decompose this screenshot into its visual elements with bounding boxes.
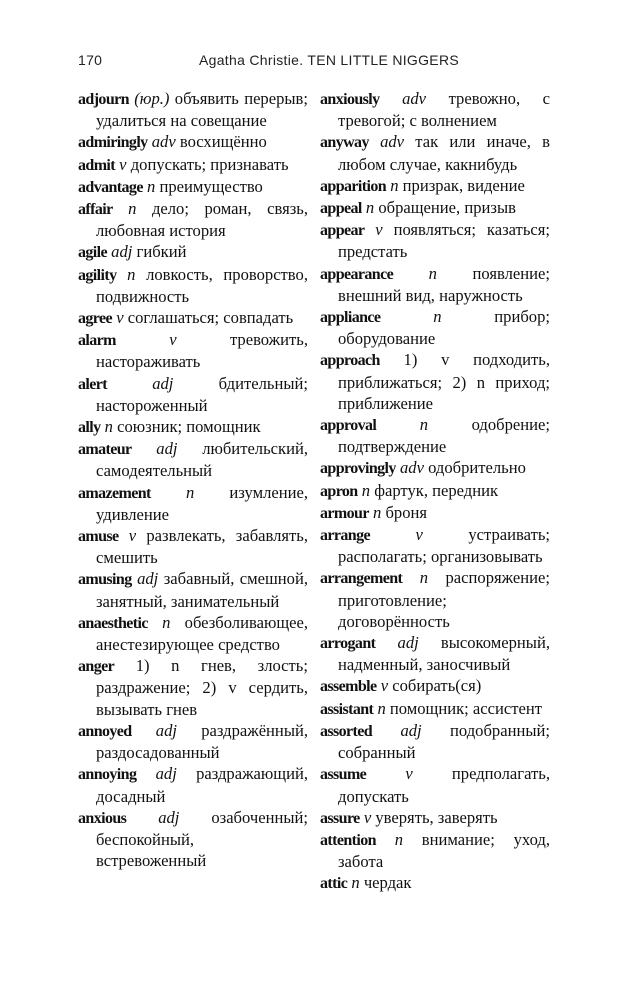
entry-translation: тревожить, настораживать [96,330,308,372]
glossary-entry [320,263,550,306]
entry-headword: appear [320,222,365,240]
entry-headword: amazement [78,484,151,502]
glossary-entry [320,131,550,174]
entry-translation: обращение, призыв [378,198,516,218]
entry-headword: attic [320,875,348,893]
entry-translation: прибор; оборудование [338,307,550,349]
entry-grammar: n [127,264,136,284]
glossary-entry [320,698,550,720]
entry-grammar: v [405,764,413,784]
entry-grammar: v [116,308,124,328]
entry-grammar: n [390,175,399,195]
glossary-entry [78,416,308,438]
glossary-entry [320,763,550,806]
entry-translation: чердак [363,873,412,893]
entry-grammar: n [377,698,386,718]
entry-headword: anxiously [320,91,380,108]
entry-translation: распоряжение; приготовление; договорённость [338,568,550,631]
entry-translation: одобрение; подтверждение [338,415,550,457]
page-number: 170 [78,52,103,68]
glossary-entry [320,675,550,697]
entry-headword: attention [320,831,376,849]
entry-headword: arrange [320,527,371,545]
entry-translation: раздражённый, раздосадованный [96,720,308,763]
entry-translation: развлекать, забавлять, смешить [96,526,308,568]
entry-translation: соглашаться; совпадать [127,308,294,328]
glossary-entry [78,525,308,568]
glossary-entry [320,88,550,131]
glossary-entry [320,807,550,829]
glossary-entry [78,241,308,263]
glossary-entry [78,655,308,720]
entry-translation: восхищённо [179,132,267,152]
entry-headword: admiringly [78,134,148,152]
entry-grammar: v [363,807,372,827]
entry-translation: дело; роман, связь, любовная история [96,199,308,241]
entry-headword: alarm [78,332,116,350]
glossary-entry [320,480,550,502]
entry-translation: ловкость, проворство, подвижность [96,264,308,306]
entry-translation: уверять, заверять [375,807,498,827]
entry-translation: устраивать; располагать; организовывать [338,525,550,567]
glossary-entry [78,438,308,481]
glossary-columns [78,88,550,895]
glossary-entry [78,198,308,241]
entry-headword: adjourn [78,91,129,108]
entry-headword: arrogant [320,635,376,653]
entry-translation: забавный, смешной, занятный, занимательный [96,569,309,611]
entry-grammar: n [394,829,403,849]
entry-grammar: n [428,263,437,283]
entry-translation: помощник; ассистент [389,698,542,718]
entry-translation: любительский, самодеятельный [96,439,308,481]
entry-headword: admit [78,156,116,174]
glossary-entry [78,373,308,416]
entry-headword: alert [78,375,107,393]
entry-translation: так или иначе, в любом случае, какнибудь [338,132,550,174]
entry-headword: approach [320,352,380,370]
entry-translation: призрак, видение [402,175,525,195]
entry-headword: annoying [78,766,137,784]
entry-translation: союзник; помощник [117,417,261,437]
entry-headword: agree [78,310,113,328]
glossary-entry [320,524,550,567]
glossary-entry [320,872,550,894]
glossary-entry [320,175,550,197]
entry-translation: раздражающий, досадный [96,764,308,806]
entry-grammar: v [119,154,127,174]
entry-grammar: v [169,330,177,350]
entry-grammar: n [419,415,429,435]
entry-translation: обезболивающее, анестезирующее средство [96,612,308,655]
entry-grammar: adv [402,89,427,108]
entry-grammar: n [365,198,375,218]
entry-headword: anaesthetic [78,614,148,632]
glossary-entry [78,720,308,763]
entry-headword: appearance [320,265,394,283]
glossary-entry [78,329,308,372]
entry-headword: amateur [78,441,132,459]
entry-headword: assemble [320,678,377,696]
entry-translation: внимание; уход, забота [338,829,550,872]
entry-translation: преимущество [159,176,263,196]
entry-translation: допускать; признавать [130,154,289,174]
entry-grammar: n [185,482,195,502]
entry-translation: предполагать, допускать [338,764,550,806]
entry-translation: гибкий [136,242,187,262]
glossary-entry [320,349,550,414]
entry-headword: approvingly [320,460,396,478]
entry-headword: apparition [320,177,387,195]
entry-headword: anxious [78,809,127,827]
entry-translation: тревожно, с тревогой; с волнением [338,89,550,131]
entry-grammar: adj [158,807,180,827]
entry-headword: affair [78,201,113,219]
entry-translation: собирать(ся) [392,676,482,696]
entry-headword: approval [320,417,377,435]
entry-headword: advantage [78,178,143,196]
entry-grammar: n [162,612,171,632]
entry-grammar: adj [400,720,422,740]
entry-headword: apron [320,482,358,500]
entry-grammar: n [373,502,382,522]
entry-grammar: n [419,568,429,588]
glossary-entry [78,307,308,329]
entry-grammar: adv [399,458,424,478]
entry-headword: amuse [78,528,119,546]
entry-grammar: adj [155,764,177,784]
entry-grammar: adv [380,132,405,152]
glossary-column-left [78,88,308,895]
glossary-entry [320,567,550,632]
entry-translation: высокомерный, надменный, заносчивый [338,633,550,675]
entry-headword: anyway [320,134,369,152]
entry-grammar: n [361,480,371,500]
glossary-entry [78,154,308,176]
entry-translation: одобрительно [428,458,526,478]
entry-grammar: adj [137,569,159,589]
entry-translation: 1) n гнев, злость; раздражение; 2) v сердить, вызывать гнев [96,656,308,719]
running-head [78,52,548,68]
entry-grammar: n [146,176,156,196]
glossary-entry [320,720,550,763]
entry-translation: фартук, передник [374,480,499,500]
entry-headword: agility [78,266,117,284]
entry-headword: assure [320,809,360,827]
entry-grammar: adj [111,242,133,262]
entry-headword: assume [320,766,367,784]
entry-grammar: v [375,220,383,240]
glossary-entry [320,414,550,457]
entry-translation: озабоченный; беспокойный, встревоженный [96,807,308,871]
glossary-entry [320,197,550,219]
entry-grammar: v [380,676,389,696]
entry-headword: assorted [320,722,373,740]
entry-translation: броня [385,502,428,522]
entry-headword: anger [78,658,115,676]
entry-grammar: n [104,417,113,437]
glossary-entry [320,457,550,479]
entry-grammar: n [433,307,442,327]
entry-grammar: v [415,525,423,545]
entry-headword: agile [78,244,107,262]
entry-headword: amusing [78,571,132,589]
entry-headword: annoyed [78,722,132,740]
glossary-entry [78,568,308,611]
glossary-entry [320,632,550,675]
entry-headword: ally [78,419,101,437]
entry-headword: arrangement [320,570,403,588]
glossary-entry [78,131,308,153]
entry-grammar: v [128,526,137,546]
entry-translation: появляться; казаться; предстать [338,220,550,262]
glossary-entry [78,763,308,806]
entry-grammar: n [351,873,360,893]
entry-translation: появление; внешний вид, наружность [338,263,550,305]
entry-translation: изумление, удивление [96,482,308,524]
entry-grammar: adj [155,720,178,740]
glossary-entry [320,219,550,262]
glossary-entry [78,176,308,198]
entry-headword: appeal [320,200,362,218]
entry-headword: assistant [320,700,374,718]
glossary-entry [320,306,550,349]
entry-translation: подобранный; собранный [338,720,550,763]
entry-grammar: adv [151,132,176,152]
entry-grammar: adj [397,633,419,653]
entry-grammar: n [128,199,137,219]
glossary-entry [320,829,550,872]
glossary-entry [78,807,308,872]
glossary-entry [78,612,308,655]
glossary-entry [78,482,308,525]
entry-grammar: (юр.) [134,89,170,108]
entry-grammar: adj [156,439,178,459]
glossary-entry [78,88,308,131]
glossary-column-right [320,88,550,895]
entry-translation: бдительный; настороженный [96,373,308,415]
running-title: Agatha Christie. TEN LITTLE NIGGERS [199,52,459,68]
glossary-entry [320,502,550,524]
entry-headword: appliance [320,309,381,327]
entry-translation: 1) v подходить, приближаться; 2) n приход; приближение [338,350,550,413]
entry-grammar: adj [152,373,174,393]
entry-headword: armour [320,504,369,522]
glossary-entry [78,264,308,307]
entry-translation: объявить перерыв; удалиться на совещание [96,89,308,131]
